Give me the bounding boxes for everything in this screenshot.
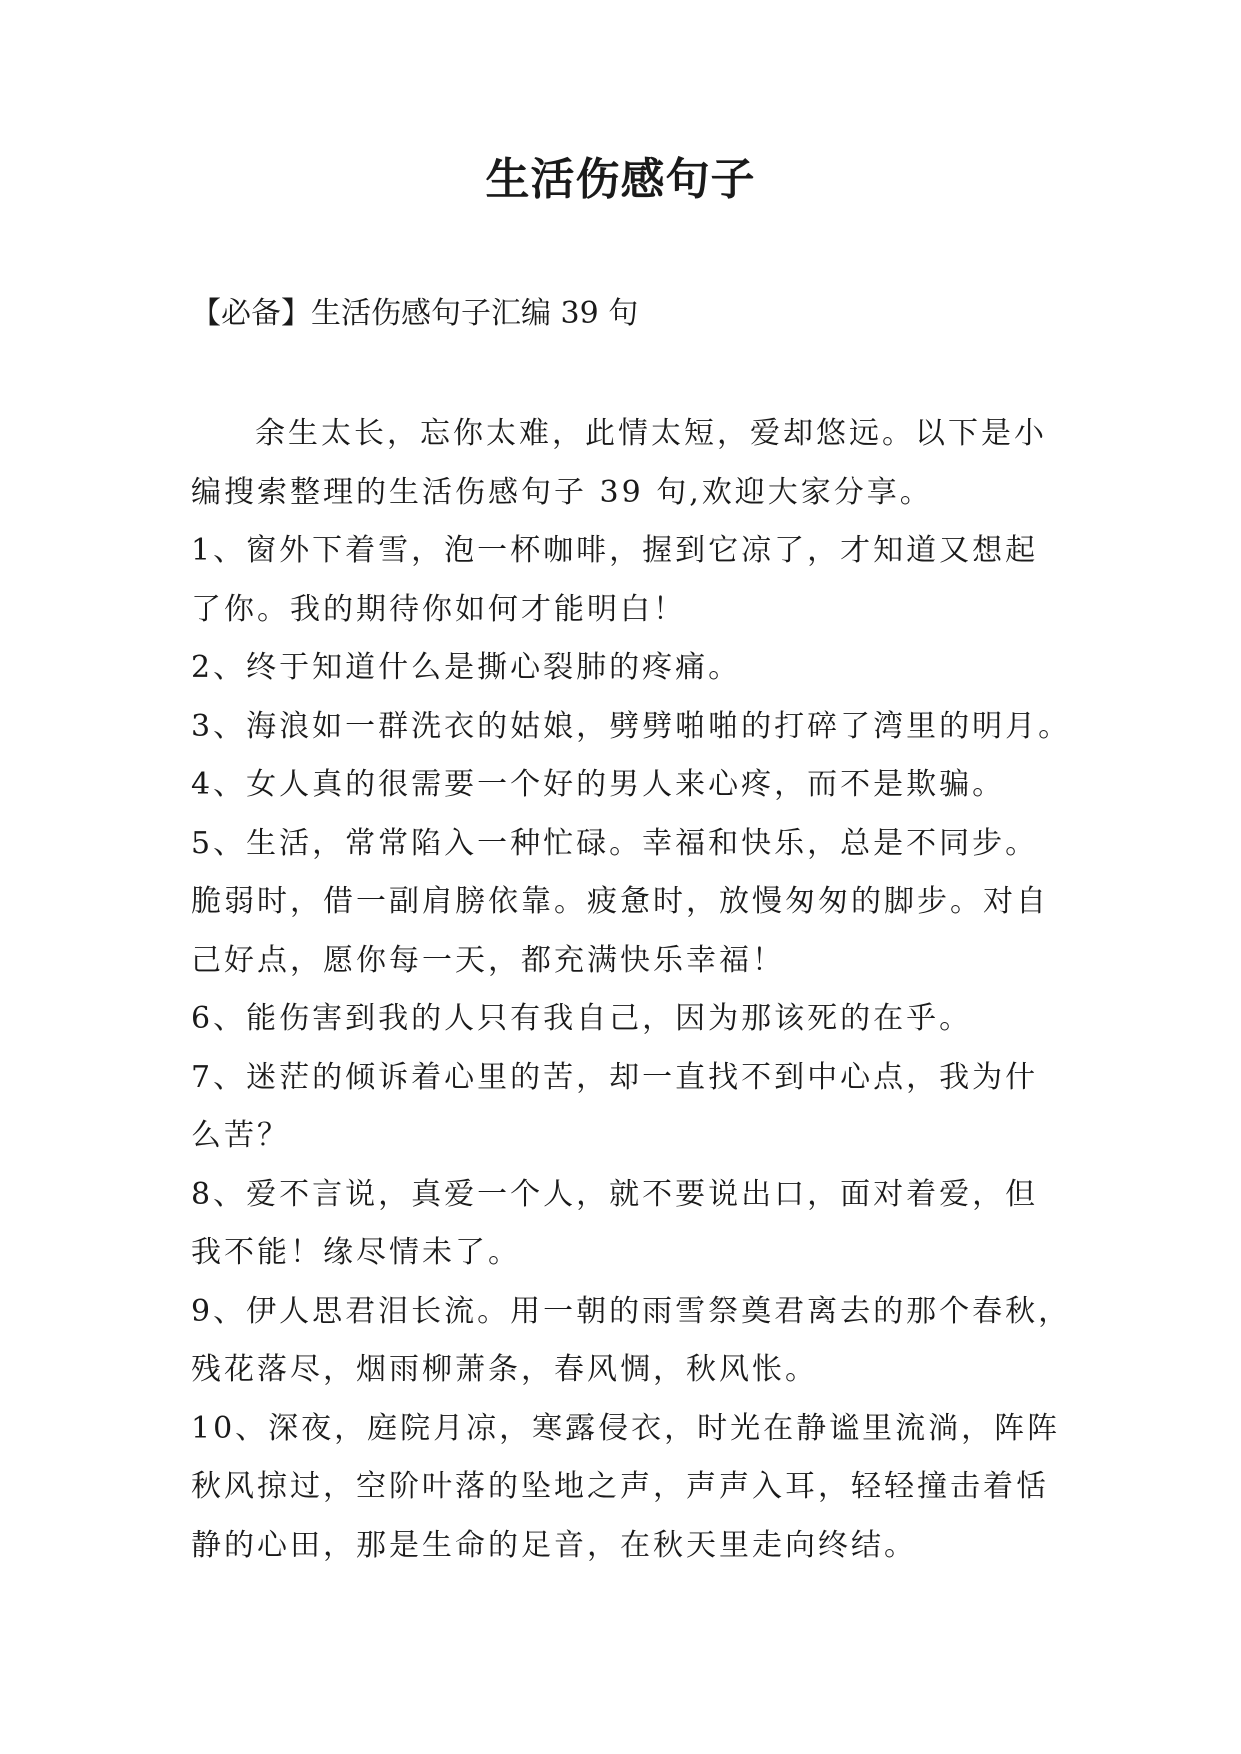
list-item-line: 么苦？: [191, 1118, 290, 1153]
intro-line: 余生太长，忘你太难，此情太短，爱却悠远。以下是小: [255, 416, 1047, 451]
list-item-line: 10、深夜，庭院月凉，寒露侵衣，时光在静谧里流淌，阵阵: [191, 1410, 1061, 1446]
list-item: [191, 1166, 1071, 1283]
document-subtitle: 【必备】生活伤感句子汇编 39 句: [191, 296, 639, 331]
list-item-line: 己好点，愿你每一天，都充满快乐幸福！: [191, 942, 785, 978]
list-item: [191, 522, 1071, 639]
list-item-line: 9、伊人思君泪长流。用一朝的雨雪祭奠君离去的那个春秋，: [191, 1293, 1072, 1329]
list-item: [191, 1400, 1071, 1576]
list-item-line: 脆弱时，借一副肩膀依靠。疲惫时，放慢匆匆的脚步。对自: [191, 884, 1049, 919]
list-item-line: 7、迷茫的倾诉着心里的苦，却一直找不到中心点，我为什: [191, 1059, 1039, 1095]
list-item-line: 6、能伤害到我的人只有我自己，因为那该死的在乎。: [191, 1001, 973, 1036]
list-item-line: 秋风掠过，空阶叶落的坠地之声，声声入耳，轻轻撞击着恬: [191, 1469, 1049, 1504]
list-item-line: 1、窗外下着雪，泡一杯咖啡，握到它凉了，才知道又想起: [191, 533, 1039, 568]
list-item-line: 2、终于知道什么是撕心裂肺的疼痛。: [191, 650, 742, 685]
list-item: [191, 698, 1071, 757]
list-item: [191, 639, 1071, 698]
list-item-line: 3、海浪如一群洗衣的姑娘，劈劈啪啪的打碎了湾里的明月。: [191, 708, 1072, 744]
list-item-line: 静的心田，那是生命的足音，在秋天里走向终结。: [191, 1527, 917, 1563]
list-item-line: 我不能！缘尽情未了。: [191, 1235, 521, 1270]
list-item: [191, 990, 1071, 1049]
list-item: [191, 815, 1071, 991]
page-title: 生活伤感句子: [485, 154, 756, 205]
list-item-line: 5、生活，常常陷入一种忙碌。幸福和快乐，总是不同步。: [191, 825, 1039, 861]
intro-paragraph: [191, 405, 1071, 522]
list-item: [191, 756, 1071, 815]
list-item-line: 了你。我的期待你如何才能明白！: [191, 591, 686, 627]
list-item-line: 残花落尽，烟雨柳萧条，春风惆，秋风怅。: [191, 1352, 818, 1387]
list-item: [191, 1283, 1071, 1400]
intro-line: 编搜索整理的生活伤感句子 39 句,欢迎大家分享。: [191, 474, 933, 510]
list-item-line: 4、女人真的很需要一个好的男人来心疼，而不是欺骗。: [191, 767, 1006, 802]
list-item: [191, 1049, 1071, 1166]
document-body: [191, 405, 1071, 1575]
list-item-line: 8、爱不言说，真爱一个人，就不要说出口，面对着爱，但: [191, 1176, 1039, 1212]
